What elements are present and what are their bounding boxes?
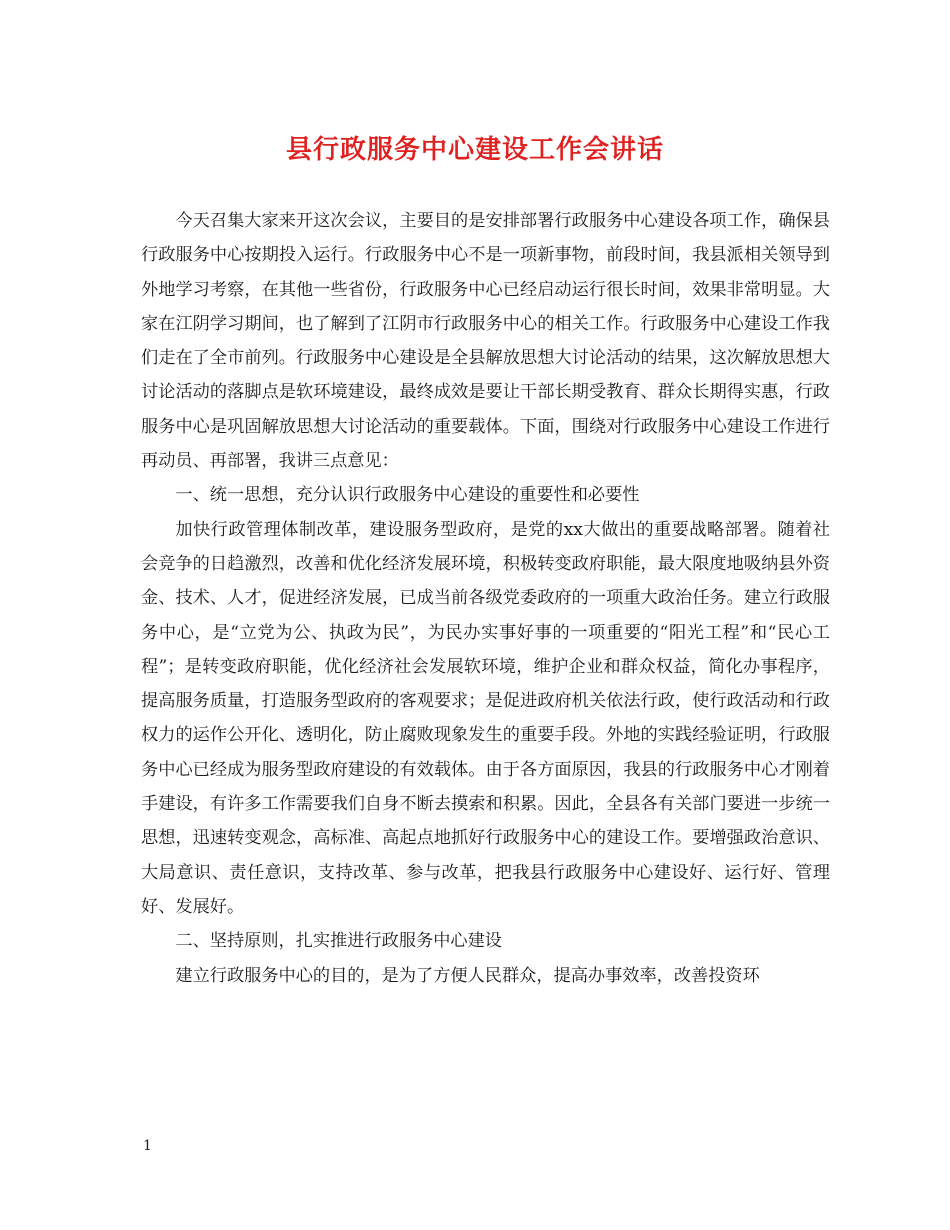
document-title: 县行政服务中心建设工作会讲话 <box>285 135 664 165</box>
page-number: 1 <box>143 1138 152 1154</box>
document-body <box>141 204 830 993</box>
paragraph-section-1: 加快行政管理体制改革，建设服务型政府，是党的xx大做出的重要战略部署。随着社会竞争的日趋激烈，改善和优化经济发展环境，积极转变政府职能，最大限度地吸纳县外资金、技术、人才，促进经济发展，已成当前各级党委政府的一项重大政治任务。建立行政服务中心，是“立党为公、执政为民”，为民办实事好事的一项重要的“阳光工程”和“民心工程”；是转变政府职能，优化经济社会发展软环境，维护企业和群众权益，简化办事程序，提高服务质量，打造服务型政府的客观要求；是促进政府机关依法行政，使行政活动和行政权力的运作公开化、透明化，防止腐败现象发生的重要手段。外地的实践经验证明，行政服务中心已经成为服务型政府建设的有效载体。由于各方面原因，我县的行政服务中心才刚着手建设，有许多工作需要我们自身不断去摸索和积累。因此，全县各有关部门要进一步统一思想，迅速转变观念，高标准、高起点地抓好行政服务中心的建设工作。要增强政治意识、大局意识、责任意识，支持改革、参与改革，把我县行政服务中心建设好、运行好、管理好、发展好。 <box>141 519 830 917</box>
paragraph-section-2: 建立行政服务中心的目的，是为了方便人民群众，提高办事效率，改善投资环 <box>175 965 760 986</box>
section-heading-2: 二、坚持原则，扎实推进行政服务中心建设 <box>175 931 502 952</box>
paragraph-intro: 今天召集大家来开这次会议，主要目的是安排部署行政服务中心建设各项工作，确保县行政服务中心按期投入运行。行政服务中心不是一项新事物，前段时间，我县派相关领导到外地学习考察，在其他一些省份，行政服务中心已经启动运行很长时间，效果非常明显。大家在江阴学习期间，也了解到了江阴市行政服务中心的相关工作。行政服务中心建设工作我们走在了全市前列。行政服务中心建设是全县解放思想大讨论活动的结果，这次解放思想大讨论活动的落脚点是软环境建设，最终成效是要让干部长期受教育、群众长期得实惠，行政服务中心是巩固解放思想大讨论活动的重要载体。下面，围绕对行政服务中心建设工作进行再动员、再部署，我讲三点意见： <box>141 211 830 472</box>
section-heading-1: 一、统一思想，充分认识行政服务中心建设的重要性和必要性 <box>175 485 640 506</box>
